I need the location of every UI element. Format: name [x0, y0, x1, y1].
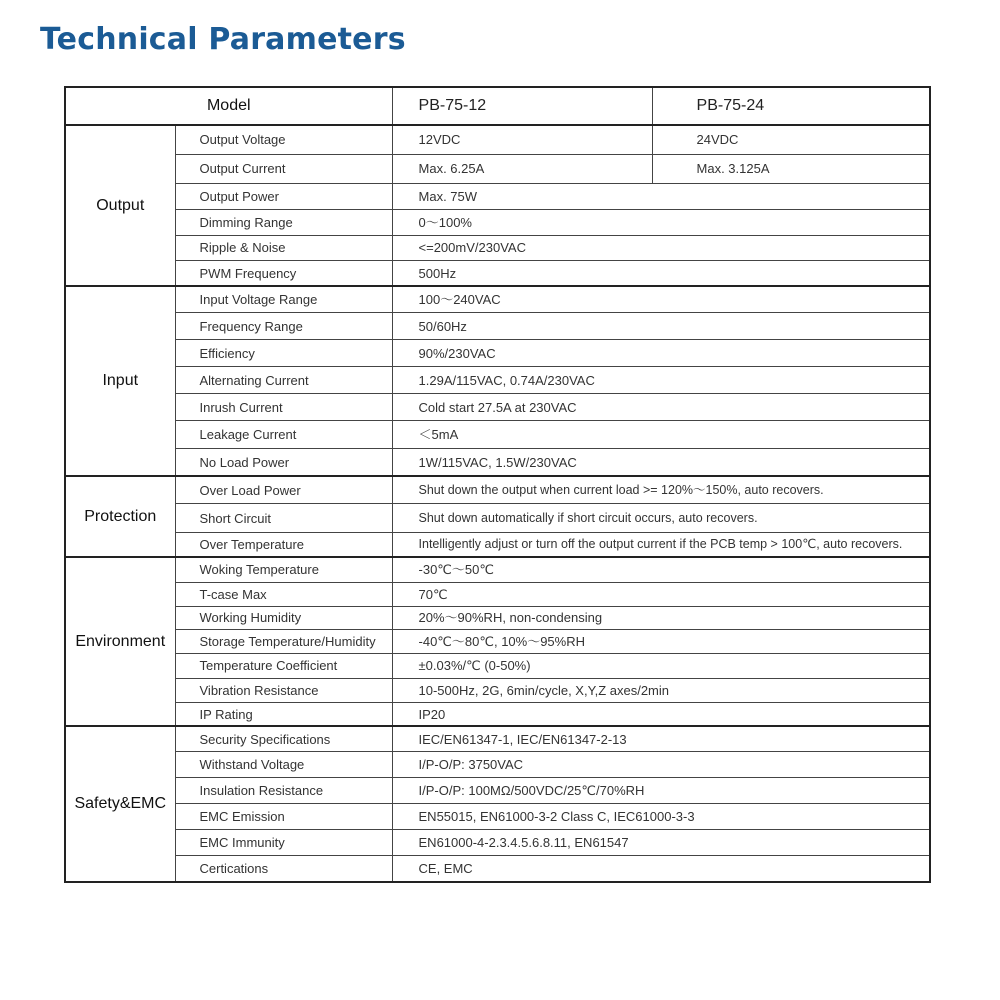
- param-label: Efficiency: [175, 340, 392, 367]
- table-row: [65, 394, 930, 421]
- param-value: 10-500Hz, 2G, 6min/cycle, X,Y,Z axes/2min: [392, 678, 930, 702]
- group-safety-emc: Safety&EMC: [65, 726, 175, 882]
- param-value: EN55015, EN61000-3-2 Class C, IEC61000-3-3: [392, 804, 930, 830]
- param-label: Alternating Current: [175, 367, 392, 394]
- param-value: Cold start 27.5A at 230VAC: [392, 394, 930, 421]
- param-label: Temperature Coefficient: [175, 653, 392, 678]
- table-row: [65, 286, 930, 312]
- param-value: 1.29A/115VAC, 0.74A/230VAC: [392, 367, 930, 394]
- table-row: [65, 830, 930, 856]
- group-output: Output: [65, 125, 175, 286]
- table-row: [65, 260, 930, 286]
- param-value: I/P-O/P: 100MΩ/500VDC/25℃/70%RH: [392, 778, 930, 804]
- param-value: Intelligently adjust or turn off the output current if the PCB temp > 100℃, auto recovers.: [392, 532, 930, 557]
- table-row: [65, 702, 930, 726]
- param-label: Inrush Current: [175, 394, 392, 421]
- param-value: 12VDC: [392, 125, 652, 154]
- table-row: [65, 313, 930, 340]
- param-value: 1W/115VAC, 1.5W/230VAC: [392, 449, 930, 476]
- param-label: Output Current: [175, 154, 392, 183]
- table-row: [65, 340, 930, 367]
- param-value: ±0.03%/℃ (0-50%): [392, 653, 930, 678]
- table-row: [65, 183, 930, 209]
- table-row: [65, 421, 930, 449]
- param-value: 24VDC: [652, 125, 930, 154]
- param-value: Max. 3.125A: [652, 154, 930, 183]
- param-label: Insulation Resistance: [175, 778, 392, 804]
- table-row: [65, 582, 930, 606]
- table-row: [65, 726, 930, 751]
- table-row: [65, 235, 930, 260]
- param-value: 100～240VAC: [392, 286, 930, 312]
- param-value: 500Hz: [392, 260, 930, 286]
- table-row: [65, 606, 930, 629]
- param-value: 0～100%: [392, 209, 930, 235]
- table-row: [65, 154, 930, 183]
- param-label: EMC Immunity: [175, 830, 392, 856]
- param-label: Woking Temperature: [175, 557, 392, 582]
- table-row: [65, 504, 930, 532]
- param-label: Leakage Current: [175, 421, 392, 449]
- table-row: [65, 856, 930, 882]
- param-value: CE, EMC: [392, 856, 930, 882]
- param-value: Shut down the output when current load >= 120%～150%, auto recovers.: [392, 476, 930, 504]
- table-row: [65, 653, 930, 678]
- param-label: Security Specifications: [175, 726, 392, 751]
- param-label: IP Rating: [175, 702, 392, 726]
- param-label: Withstand Voltage: [175, 752, 392, 778]
- param-value: Max. 75W: [392, 183, 930, 209]
- param-value: 70℃: [392, 582, 930, 606]
- table-row: [65, 778, 930, 804]
- param-label: Ripple & Noise: [175, 235, 392, 260]
- param-label: EMC Emission: [175, 804, 392, 830]
- param-label: Over Load Power: [175, 476, 392, 504]
- table-row: [65, 557, 930, 582]
- param-label: Short Circuit: [175, 504, 392, 532]
- param-value: Shut down automatically if short circuit occurs, auto recovers.: [392, 504, 930, 532]
- param-value: IEC/EN61347-1, IEC/EN61347-2-13: [392, 726, 930, 751]
- table-row: [65, 209, 930, 235]
- param-value: 90%/230VAC: [392, 340, 930, 367]
- param-value: Max. 6.25A: [392, 154, 652, 183]
- param-label: Frequency Range: [175, 313, 392, 340]
- param-value: ＜5mA: [392, 421, 930, 449]
- param-value: -30℃～50℃: [392, 557, 930, 582]
- header-row: [65, 87, 930, 125]
- param-label: Storage Temperature/Humidity: [175, 629, 392, 653]
- group-protection: Protection: [65, 476, 175, 557]
- model-label: Model: [65, 87, 392, 125]
- model-2: PB-75-24: [652, 87, 930, 125]
- param-value: 50/60Hz: [392, 313, 930, 340]
- table-row: [65, 449, 930, 476]
- param-value: -40℃～80℃, 10%～95%RH: [392, 629, 930, 653]
- param-label: Input Voltage Range: [175, 286, 392, 312]
- page-title: Technical Parameters: [40, 22, 406, 57]
- model-1: PB-75-12: [392, 87, 652, 125]
- spec-table: [64, 86, 931, 883]
- table-row: [65, 125, 930, 154]
- param-value: <=200mV/230VAC: [392, 235, 930, 260]
- param-label: Vibration Resistance: [175, 678, 392, 702]
- param-label: T-case Max: [175, 582, 392, 606]
- param-value: EN61000-4-2.3.4.5.6.8.11, EN61547: [392, 830, 930, 856]
- param-value: IP20: [392, 702, 930, 726]
- param-label: No Load Power: [175, 449, 392, 476]
- table-row: [65, 476, 930, 504]
- group-environment: Environment: [65, 557, 175, 726]
- table-row: [65, 532, 930, 557]
- table-row: [65, 629, 930, 653]
- group-input: Input: [65, 286, 175, 475]
- param-label: Output Power: [175, 183, 392, 209]
- param-label: Output Voltage: [175, 125, 392, 154]
- param-label: Working Humidity: [175, 606, 392, 629]
- param-value: I/P-O/P: 3750VAC: [392, 752, 930, 778]
- param-label: Dimming Range: [175, 209, 392, 235]
- table-row: [65, 752, 930, 778]
- param-value: 20%～90%RH, non-condensing: [392, 606, 930, 629]
- table-row: [65, 678, 930, 702]
- param-label: Over Temperature: [175, 532, 392, 557]
- param-label: Certications: [175, 856, 392, 882]
- table-row: [65, 367, 930, 394]
- table-row: [65, 804, 930, 830]
- param-label: PWM Frequency: [175, 260, 392, 286]
